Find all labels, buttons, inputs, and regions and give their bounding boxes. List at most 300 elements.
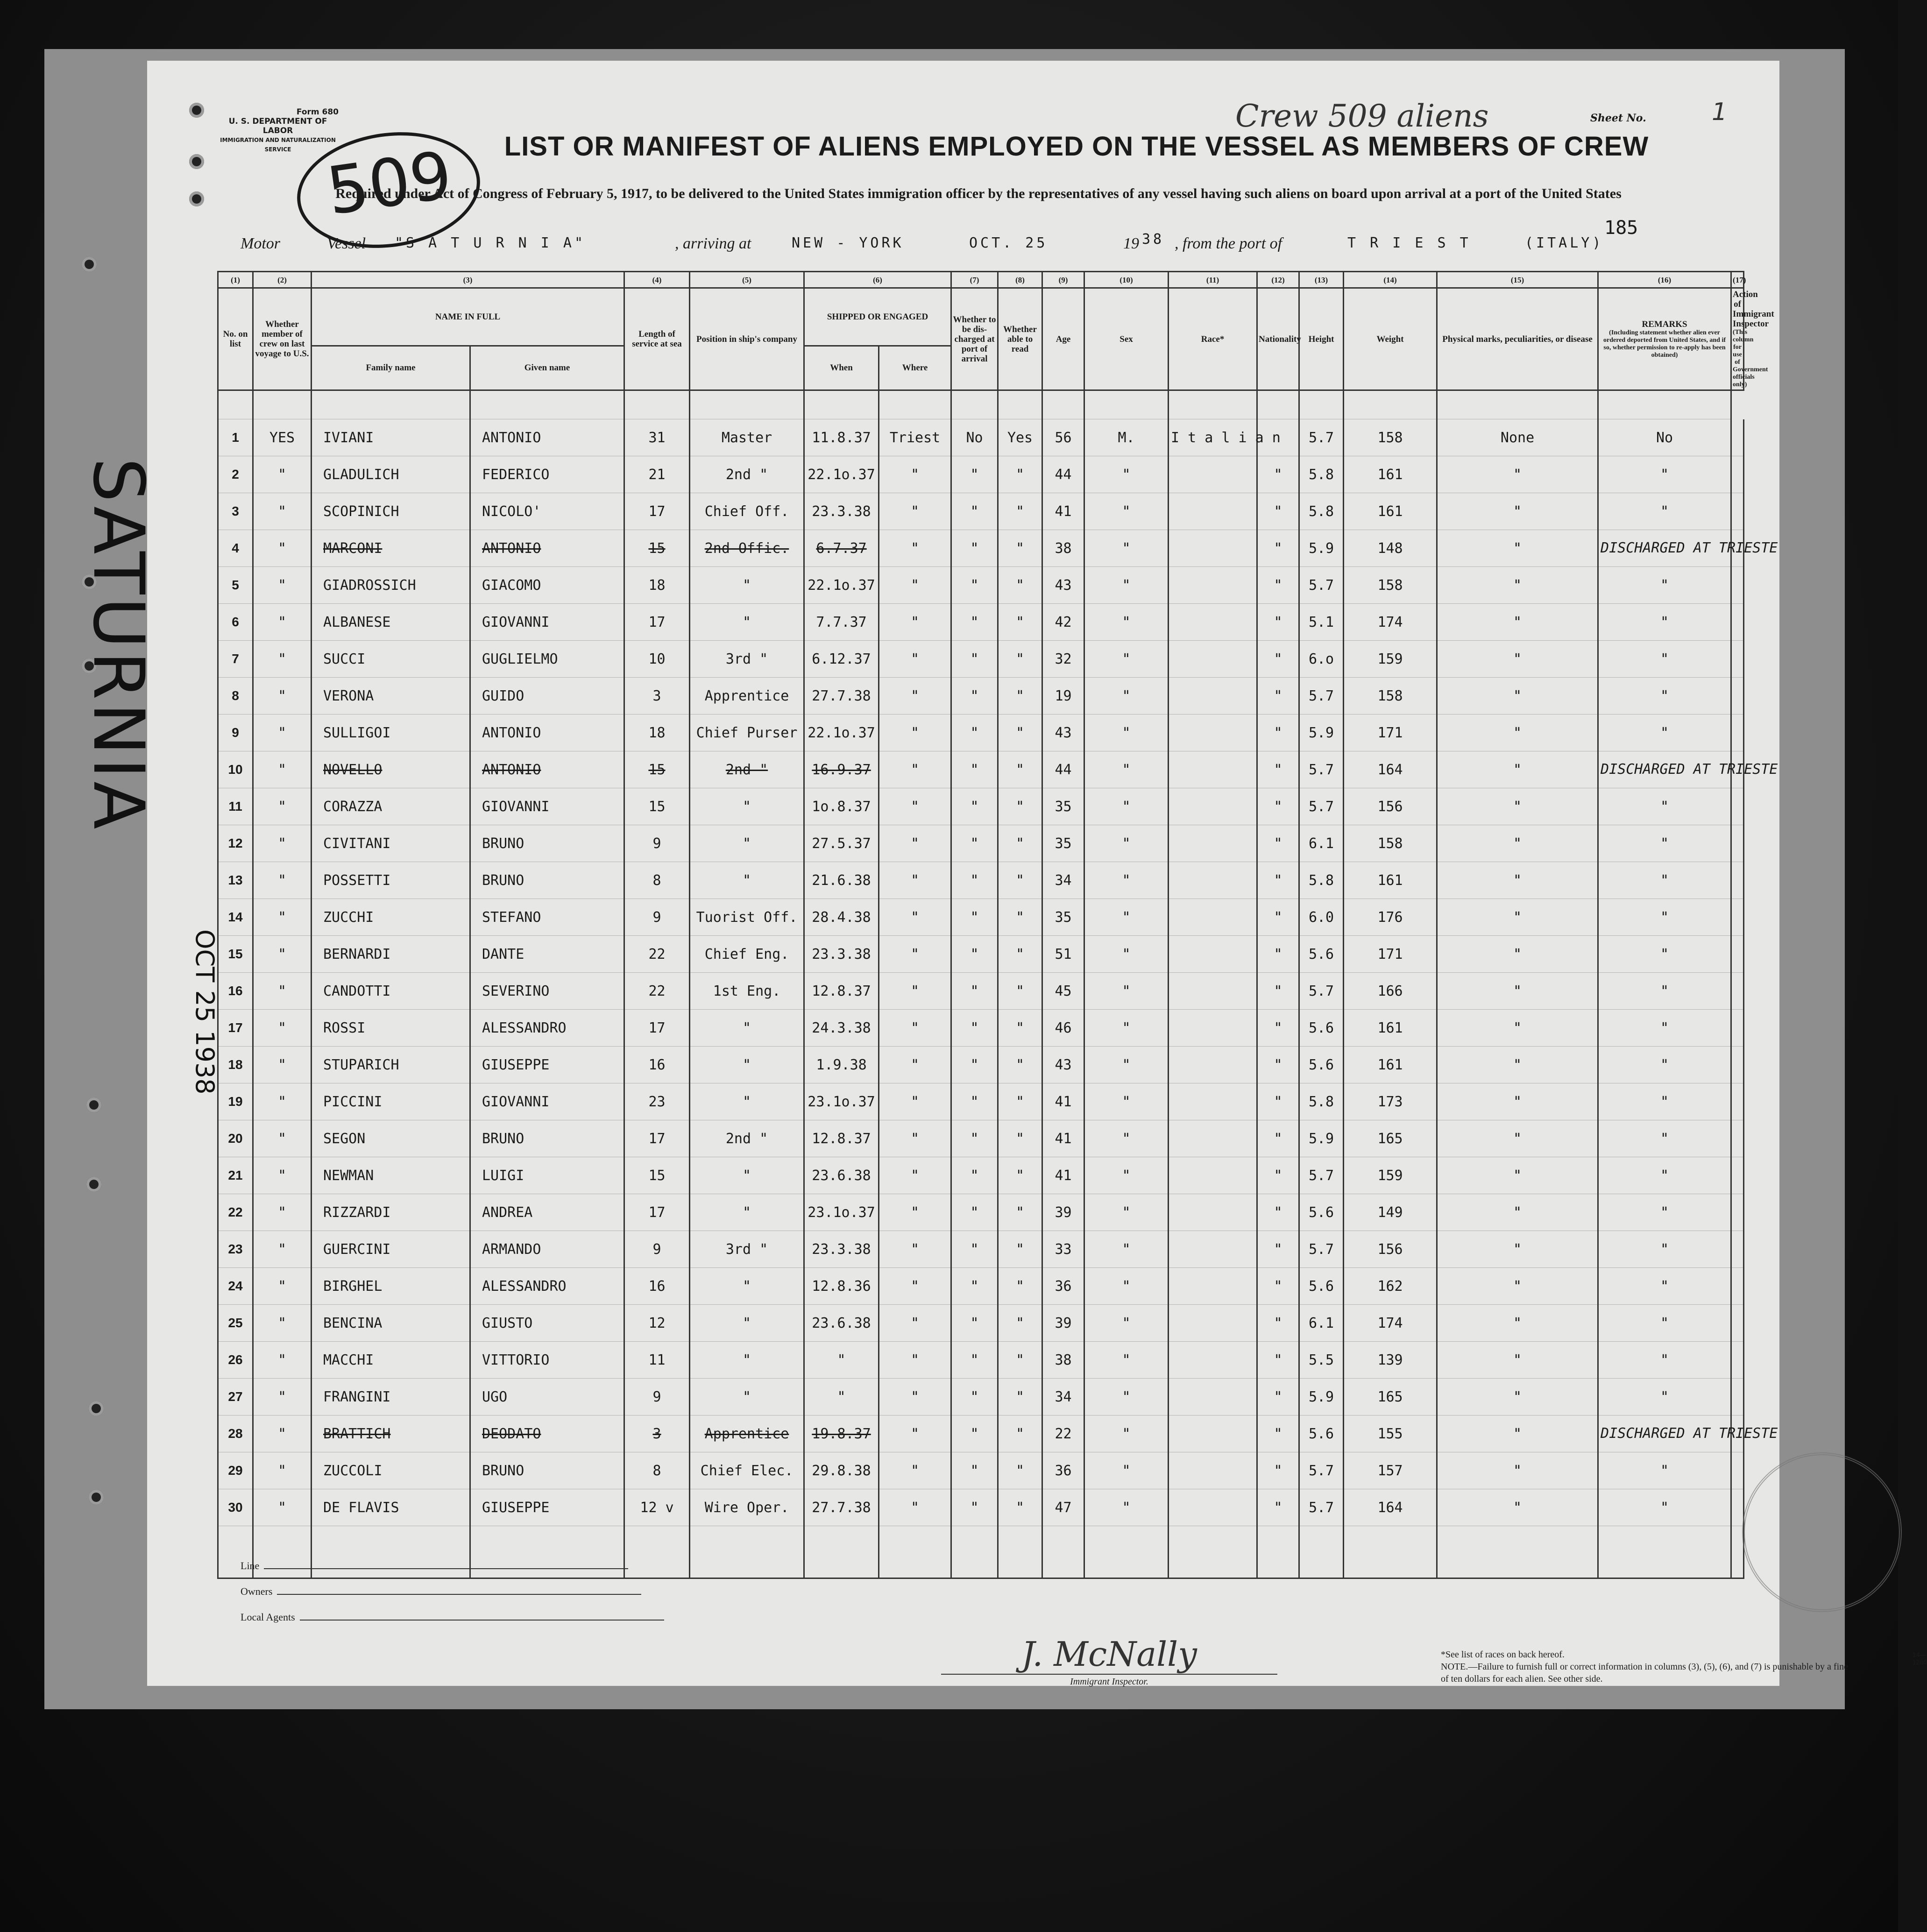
service-length: 22 bbox=[624, 973, 690, 1010]
given-name: GIUSTO bbox=[470, 1305, 624, 1342]
physical-marks: " bbox=[1437, 1047, 1598, 1083]
race bbox=[1169, 1342, 1257, 1379]
sex: " bbox=[1084, 862, 1169, 899]
sex: " bbox=[1084, 1489, 1169, 1526]
member-flag: " bbox=[253, 1120, 312, 1157]
height: 5.7 bbox=[1299, 788, 1344, 825]
position: " bbox=[690, 1194, 804, 1231]
race bbox=[1169, 973, 1257, 1010]
weight: 162 bbox=[1344, 1268, 1437, 1305]
race bbox=[1169, 1305, 1257, 1342]
engaged-where: " bbox=[879, 604, 951, 641]
engaged-where: " bbox=[879, 751, 951, 788]
weight: 165 bbox=[1344, 1120, 1437, 1157]
member-flag: YES bbox=[253, 419, 312, 456]
remarks: " bbox=[1598, 456, 1731, 493]
weight: 161 bbox=[1344, 493, 1437, 530]
col-num: (10) bbox=[1084, 272, 1169, 288]
serial-number: 185 bbox=[1604, 217, 1638, 239]
inspector-action bbox=[1731, 1120, 1744, 1157]
arrival-date: OCT. 25 bbox=[969, 235, 1048, 251]
weight: 148 bbox=[1344, 530, 1437, 567]
remarks: " bbox=[1598, 899, 1731, 936]
age: 33 bbox=[1042, 1231, 1084, 1268]
physical-marks: " bbox=[1437, 788, 1598, 825]
nationality: " bbox=[1257, 567, 1299, 604]
crew-note: Crew 509 aliens bbox=[1235, 98, 1489, 134]
row-number: 30 bbox=[218, 1489, 253, 1526]
service-length: 17 bbox=[624, 604, 690, 641]
agents-label: Local Agents bbox=[241, 1611, 295, 1623]
position: Wire Oper. bbox=[690, 1489, 804, 1526]
nationality: " bbox=[1257, 604, 1299, 641]
col-num: (12) bbox=[1257, 272, 1299, 288]
nationality: " bbox=[1257, 678, 1299, 715]
nationality: " bbox=[1257, 1157, 1299, 1194]
engaged-where: " bbox=[879, 1010, 951, 1047]
engaged-when: 22.1o.37 bbox=[804, 567, 879, 604]
discharged-flag: " bbox=[951, 1415, 998, 1452]
given-name: GIACOMO bbox=[470, 567, 624, 604]
header-physical-marks: Physical marks, peculiarities, or disease bbox=[1437, 288, 1598, 390]
physical-marks: " bbox=[1437, 456, 1598, 493]
crew-row bbox=[218, 419, 1744, 456]
weight: 156 bbox=[1344, 1231, 1437, 1268]
age: 39 bbox=[1042, 1194, 1084, 1231]
owners-field bbox=[241, 1585, 641, 1598]
race bbox=[1169, 1452, 1257, 1489]
sex: " bbox=[1084, 1305, 1169, 1342]
nationality: " bbox=[1257, 1489, 1299, 1526]
engaged-when: 27.5.37 bbox=[804, 825, 879, 862]
engaged-when: 29.8.38 bbox=[804, 1452, 879, 1489]
engaged-when: 22.1o.37 bbox=[804, 715, 879, 751]
crew-row bbox=[218, 751, 1744, 788]
sex: " bbox=[1084, 751, 1169, 788]
able-to-read: " bbox=[998, 604, 1042, 641]
sex: " bbox=[1084, 678, 1169, 715]
row-number: 18 bbox=[218, 1047, 253, 1083]
height: 6.o bbox=[1299, 641, 1344, 678]
remarks: " bbox=[1598, 1379, 1731, 1415]
physical-marks: " bbox=[1437, 715, 1598, 751]
able-to-read: " bbox=[998, 1342, 1042, 1379]
row-number: 15 bbox=[218, 936, 253, 973]
crew-row bbox=[218, 1083, 1744, 1120]
row-number: 10 bbox=[218, 751, 253, 788]
position: " bbox=[690, 1342, 804, 1379]
sex: " bbox=[1084, 1194, 1169, 1231]
family-name: CORAZZA bbox=[312, 788, 470, 825]
engaged-when: 16.9.37 bbox=[804, 751, 879, 788]
line-label: Line bbox=[241, 1560, 260, 1571]
able-to-read: " bbox=[998, 641, 1042, 678]
remarks: " bbox=[1598, 1231, 1731, 1268]
position: " bbox=[690, 604, 804, 641]
engaged-when: 27.7.38 bbox=[804, 678, 879, 715]
able-to-read: " bbox=[998, 1157, 1042, 1194]
sex: " bbox=[1084, 899, 1169, 936]
given-name: GIOVANNI bbox=[470, 788, 624, 825]
weight: 164 bbox=[1344, 1489, 1437, 1526]
col-num: (13) bbox=[1299, 272, 1344, 288]
able-to-read: " bbox=[998, 1010, 1042, 1047]
inspector-action bbox=[1731, 1342, 1744, 1379]
sex: " bbox=[1084, 1083, 1169, 1120]
weight: 159 bbox=[1344, 1157, 1437, 1194]
engaged-where: " bbox=[879, 788, 951, 825]
height: 5.7 bbox=[1299, 1157, 1344, 1194]
inspector-action bbox=[1731, 715, 1744, 751]
sex: " bbox=[1084, 1047, 1169, 1083]
given-name: GIUSEPPE bbox=[470, 1489, 624, 1526]
age: 44 bbox=[1042, 456, 1084, 493]
nationality: " bbox=[1257, 1452, 1299, 1489]
nationality: " bbox=[1257, 641, 1299, 678]
manifest-sheet bbox=[147, 61, 1927, 1687]
given-name: GIOVANNI bbox=[470, 1083, 624, 1120]
col-num: (5) bbox=[690, 272, 804, 288]
remarks-note: (Including statement whether alien ever ordered deported from United States, and if so, whether permission to re-apply has been obtained) bbox=[1603, 329, 1726, 359]
engaged-when: 6.7.37 bbox=[804, 530, 879, 567]
service-length: 8 bbox=[624, 862, 690, 899]
service-length: 22 bbox=[624, 936, 690, 973]
physical-marks: " bbox=[1437, 862, 1598, 899]
inspector-action bbox=[1731, 1268, 1744, 1305]
column-number-row bbox=[218, 272, 1744, 288]
able-to-read: " bbox=[998, 788, 1042, 825]
col-num: (4) bbox=[624, 272, 690, 288]
member-flag: " bbox=[253, 604, 312, 641]
service-length: 15 bbox=[624, 530, 690, 567]
engaged-when: 23.6.38 bbox=[804, 1305, 879, 1342]
member-flag: " bbox=[253, 1489, 312, 1526]
penalty-note: NOTE.—Failure to furnish full or correct information in columns (3), (5), (6), and (7) is punishable by a fine of ten dollars for each alien. See other side. bbox=[1441, 1662, 1849, 1684]
service-length: 21 bbox=[624, 456, 690, 493]
header-whether-member: Whether member of crew on last voyage to U.S. bbox=[253, 288, 312, 390]
able-to-read: " bbox=[998, 1452, 1042, 1489]
position: " bbox=[690, 862, 804, 899]
race bbox=[1169, 1415, 1257, 1452]
position: Chief Eng. bbox=[690, 936, 804, 973]
remarks: " bbox=[1598, 1047, 1731, 1083]
crew-row bbox=[218, 1342, 1744, 1379]
physical-marks: " bbox=[1437, 1489, 1598, 1526]
sex: " bbox=[1084, 1452, 1169, 1489]
member-flag: " bbox=[253, 641, 312, 678]
vessel-label: Vessel bbox=[327, 235, 366, 252]
binder-hole bbox=[82, 257, 97, 272]
race bbox=[1169, 1231, 1257, 1268]
able-to-read: " bbox=[998, 493, 1042, 530]
row-number: 6 bbox=[218, 604, 253, 641]
age: 43 bbox=[1042, 715, 1084, 751]
engaged-where: " bbox=[879, 1194, 951, 1231]
position: " bbox=[690, 567, 804, 604]
crew-row bbox=[218, 456, 1744, 493]
weight: 161 bbox=[1344, 456, 1437, 493]
weight: 139 bbox=[1344, 1342, 1437, 1379]
header-nationality: Nationality bbox=[1257, 288, 1299, 390]
service-length: 18 bbox=[624, 715, 690, 751]
header-family-name: Family name bbox=[312, 346, 470, 390]
header-weight: Weight bbox=[1344, 288, 1437, 390]
header-remarks bbox=[1598, 288, 1731, 390]
line-field bbox=[241, 1560, 628, 1572]
print-mark: 14—1280 bbox=[1913, 1651, 1927, 1666]
engaged-where: " bbox=[879, 1379, 951, 1415]
sex: " bbox=[1084, 973, 1169, 1010]
crew-row bbox=[218, 1452, 1744, 1489]
family-name: NOVELLO bbox=[312, 751, 470, 788]
member-flag: " bbox=[253, 788, 312, 825]
row-number: 14 bbox=[218, 899, 253, 936]
race bbox=[1169, 641, 1257, 678]
height: 5.6 bbox=[1299, 936, 1344, 973]
physical-marks: " bbox=[1437, 1415, 1598, 1452]
family-name: MARCONI bbox=[312, 530, 470, 567]
col-num: (7) bbox=[951, 272, 998, 288]
header-position: Position in ship's company bbox=[690, 288, 804, 390]
service-length: 23 bbox=[624, 1083, 690, 1120]
given-name: ANDREA bbox=[470, 1194, 624, 1231]
age: 35 bbox=[1042, 899, 1084, 936]
weight: 174 bbox=[1344, 1305, 1437, 1342]
row-number: 13 bbox=[218, 862, 253, 899]
sex: " bbox=[1084, 493, 1169, 530]
race bbox=[1169, 1083, 1257, 1120]
crew-row bbox=[218, 862, 1744, 899]
engaged-when: 23.3.38 bbox=[804, 493, 879, 530]
height: 6.0 bbox=[1299, 899, 1344, 936]
family-name: GLADULICH bbox=[312, 456, 470, 493]
age: 19 bbox=[1042, 678, 1084, 715]
age: 43 bbox=[1042, 567, 1084, 604]
member-flag: " bbox=[253, 567, 312, 604]
engaged-when: 21.6.38 bbox=[804, 862, 879, 899]
member-flag: " bbox=[253, 1047, 312, 1083]
discharged-flag: " bbox=[951, 456, 998, 493]
age: 36 bbox=[1042, 1452, 1084, 1489]
nationality: " bbox=[1257, 1010, 1299, 1047]
vessel-line bbox=[241, 231, 1735, 259]
service-length: 11 bbox=[624, 1342, 690, 1379]
spacer-row bbox=[218, 390, 1744, 419]
crew-row bbox=[218, 567, 1744, 604]
row-number: 27 bbox=[218, 1379, 253, 1415]
height: 5.8 bbox=[1299, 1083, 1344, 1120]
height: 5.7 bbox=[1299, 678, 1344, 715]
remarks: " bbox=[1598, 973, 1731, 1010]
inspector-signature: J. McNally bbox=[1021, 1635, 1197, 1674]
engaged-where: " bbox=[879, 1489, 951, 1526]
header-given-name: Given name bbox=[470, 346, 624, 390]
member-flag: " bbox=[253, 456, 312, 493]
sex: " bbox=[1084, 456, 1169, 493]
col-num: (16) bbox=[1598, 272, 1731, 288]
family-name: ALBANESE bbox=[312, 604, 470, 641]
crew-row bbox=[218, 1305, 1744, 1342]
position: " bbox=[690, 1083, 804, 1120]
given-name: BRUNO bbox=[470, 825, 624, 862]
action-title: Action of Immigrant Inspector bbox=[1733, 290, 1774, 329]
row-number: 20 bbox=[218, 1120, 253, 1157]
height: 5.5 bbox=[1299, 1342, 1344, 1379]
height: 5.7 bbox=[1299, 419, 1344, 456]
nationality: " bbox=[1257, 1231, 1299, 1268]
able-to-read: " bbox=[998, 456, 1042, 493]
binder-hole bbox=[189, 191, 204, 206]
position: Chief Elec. bbox=[690, 1452, 804, 1489]
remarks: " bbox=[1598, 1083, 1731, 1120]
discharged-flag: " bbox=[951, 788, 998, 825]
service-length: 12 v bbox=[624, 1489, 690, 1526]
discharged-flag: " bbox=[951, 899, 998, 936]
race bbox=[1169, 1379, 1257, 1415]
position: 3rd " bbox=[690, 641, 804, 678]
remarks: " bbox=[1598, 493, 1731, 530]
able-to-read: " bbox=[998, 567, 1042, 604]
discharged-flag: " bbox=[951, 1489, 998, 1526]
engaged-where: Triest bbox=[879, 419, 951, 456]
family-name: BENCINA bbox=[312, 1305, 470, 1342]
service-length: 17 bbox=[624, 1194, 690, 1231]
header-name-in-full: NAME IN FULL bbox=[312, 288, 624, 346]
arrival-port: NEW - YORK bbox=[792, 235, 904, 251]
race bbox=[1169, 751, 1257, 788]
able-to-read: " bbox=[998, 1489, 1042, 1526]
race bbox=[1169, 1194, 1257, 1231]
line-rule bbox=[264, 1568, 628, 1569]
able-to-read: " bbox=[998, 715, 1042, 751]
physical-marks: " bbox=[1437, 1452, 1598, 1489]
engaged-where: " bbox=[879, 899, 951, 936]
able-to-read: " bbox=[998, 1120, 1042, 1157]
age: 44 bbox=[1042, 751, 1084, 788]
weight: 156 bbox=[1344, 788, 1437, 825]
given-name: BRUNO bbox=[470, 1120, 624, 1157]
circled-number: 509 bbox=[290, 121, 488, 259]
family-name: SUCCI bbox=[312, 641, 470, 678]
member-flag: " bbox=[253, 862, 312, 899]
col-num: (1) bbox=[218, 272, 253, 288]
engaged-where: " bbox=[879, 456, 951, 493]
family-name: SCOPINICH bbox=[312, 493, 470, 530]
family-name: BERNARDI bbox=[312, 936, 470, 973]
inspector-action bbox=[1731, 1157, 1744, 1194]
member-flag: " bbox=[253, 1194, 312, 1231]
row-number: 16 bbox=[218, 973, 253, 1010]
remarks: " bbox=[1598, 1305, 1731, 1342]
age: 35 bbox=[1042, 788, 1084, 825]
col-num: (2) bbox=[253, 272, 312, 288]
given-name: ANTONIO bbox=[470, 530, 624, 567]
engaged-when: 1o.8.37 bbox=[804, 788, 879, 825]
vessel-name: "S A T U R N I A" bbox=[395, 235, 586, 251]
sheet-number: 1 bbox=[1712, 98, 1728, 126]
inspector-action bbox=[1731, 419, 1744, 456]
age: 41 bbox=[1042, 1120, 1084, 1157]
header-when: When bbox=[804, 346, 879, 390]
height: 5.7 bbox=[1299, 1452, 1344, 1489]
header-discharged: Whether to be dis-charged at port of arrival bbox=[951, 288, 998, 390]
engaged-when: 24.3.38 bbox=[804, 1010, 879, 1047]
able-to-read: " bbox=[998, 973, 1042, 1010]
remarks: " bbox=[1598, 788, 1731, 825]
remarks: " bbox=[1598, 936, 1731, 973]
engaged-when: " bbox=[804, 1379, 879, 1415]
row-number: 26 bbox=[218, 1342, 253, 1379]
header-action bbox=[1731, 288, 1774, 390]
physical-marks: " bbox=[1437, 641, 1598, 678]
nationality: " bbox=[1257, 788, 1299, 825]
family-name: FRANGINI bbox=[312, 1379, 470, 1415]
header-race: Race* bbox=[1169, 288, 1257, 390]
engaged-when: 28.4.38 bbox=[804, 899, 879, 936]
given-name: ANTONIO bbox=[470, 419, 624, 456]
height: 5.9 bbox=[1299, 715, 1344, 751]
height: 5.1 bbox=[1299, 604, 1344, 641]
physical-marks: " bbox=[1437, 1120, 1598, 1157]
header-sex: Sex bbox=[1084, 288, 1169, 390]
service-length: 3 bbox=[624, 678, 690, 715]
sex: " bbox=[1084, 1231, 1169, 1268]
position: " bbox=[690, 825, 804, 862]
race bbox=[1169, 899, 1257, 936]
given-name: ANTONIO bbox=[470, 715, 624, 751]
service-length: 15 bbox=[624, 1157, 690, 1194]
able-to-read: " bbox=[998, 825, 1042, 862]
given-name: STEFANO bbox=[470, 899, 624, 936]
physical-marks: " bbox=[1437, 751, 1598, 788]
crew-row bbox=[218, 1268, 1744, 1305]
header-height: Height bbox=[1299, 288, 1344, 390]
member-flag: " bbox=[253, 715, 312, 751]
position: Chief Off. bbox=[690, 493, 804, 530]
service-length: 9 bbox=[624, 825, 690, 862]
inspector-action bbox=[1731, 936, 1744, 973]
position: " bbox=[690, 1047, 804, 1083]
nationality: " bbox=[1257, 530, 1299, 567]
sheet-label: Sheet No. bbox=[1590, 112, 1646, 124]
engaged-where: " bbox=[879, 1120, 951, 1157]
inspector-action bbox=[1731, 825, 1744, 862]
age: 22 bbox=[1042, 1415, 1084, 1452]
given-name: FEDERICO bbox=[470, 456, 624, 493]
physical-marks: " bbox=[1437, 1342, 1598, 1379]
weight: 157 bbox=[1344, 1452, 1437, 1489]
race bbox=[1169, 1047, 1257, 1083]
service-length: 31 bbox=[624, 419, 690, 456]
age: 39 bbox=[1042, 1305, 1084, 1342]
remarks: " bbox=[1598, 1010, 1731, 1047]
signature-caption: Immigrant Inspector. bbox=[941, 1674, 1277, 1687]
weight: 165 bbox=[1344, 1379, 1437, 1415]
age: 41 bbox=[1042, 1157, 1084, 1194]
member-flag: " bbox=[253, 973, 312, 1010]
family-name: CANDOTTI bbox=[312, 973, 470, 1010]
position: 1st Eng. bbox=[690, 973, 804, 1010]
inspector-action bbox=[1731, 641, 1744, 678]
given-name: ANTONIO bbox=[470, 751, 624, 788]
nationality: " bbox=[1257, 493, 1299, 530]
header-where: Where bbox=[879, 346, 951, 390]
weight: 164 bbox=[1344, 751, 1437, 788]
row-number: 2 bbox=[218, 456, 253, 493]
race bbox=[1169, 604, 1257, 641]
weight: 173 bbox=[1344, 1083, 1437, 1120]
engaged-when: 27.7.38 bbox=[804, 1489, 879, 1526]
